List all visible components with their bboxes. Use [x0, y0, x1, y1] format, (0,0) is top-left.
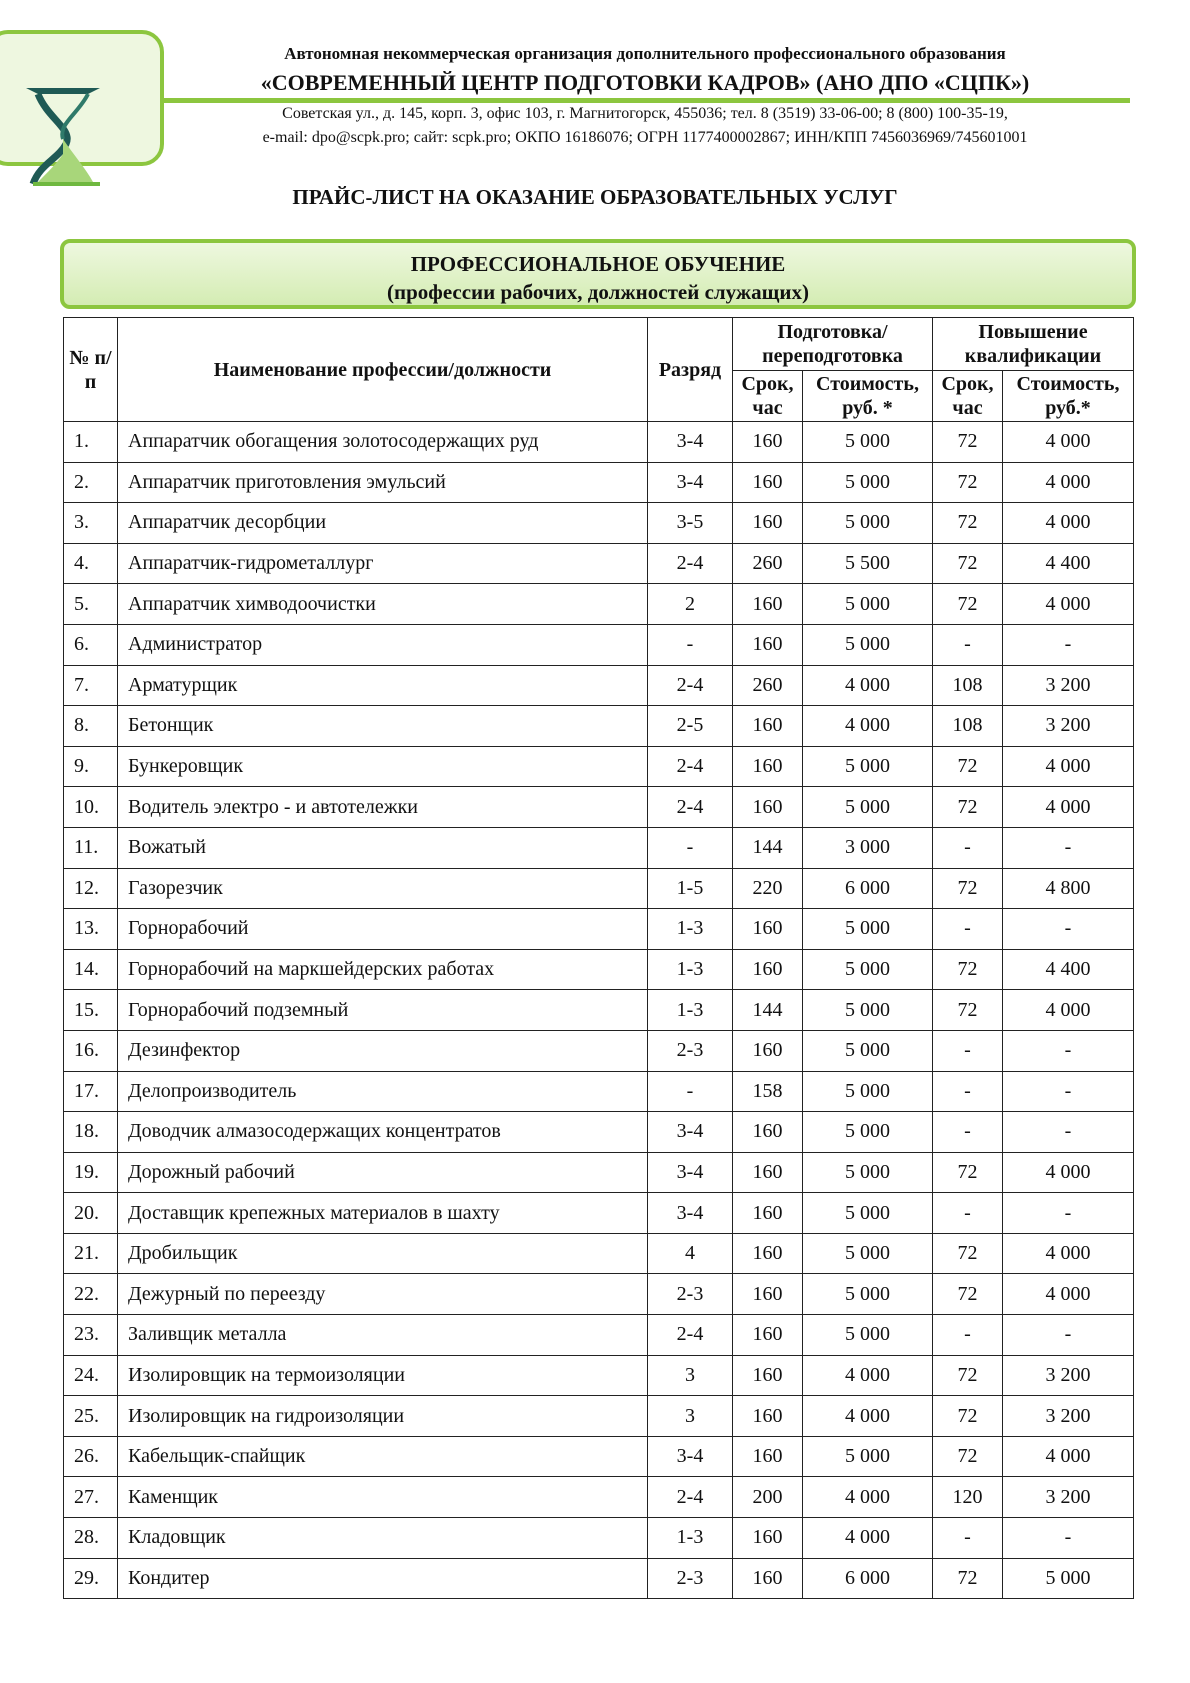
row-num: 16.	[64, 1030, 118, 1071]
row-num: 23.	[64, 1315, 118, 1356]
prep-cost: 5 000	[803, 990, 933, 1031]
profession-name: Дробильщик	[118, 1233, 648, 1274]
row-num: 18.	[64, 1112, 118, 1153]
table-row	[64, 665, 1134, 706]
profession-name: Изолировщик на гидроизоляции	[118, 1396, 648, 1437]
prep-cost: 6 000	[803, 1558, 933, 1599]
grade: 2-4	[648, 543, 733, 584]
prep-term: 160	[733, 909, 803, 950]
prep-term: 160	[733, 1030, 803, 1071]
prep-cost: 4 000	[803, 706, 933, 747]
qual-term: 72	[933, 868, 1003, 909]
grade: 3-4	[648, 422, 733, 463]
header-qual-term: Срок, час	[933, 371, 1003, 422]
prep-term: 160	[733, 1112, 803, 1153]
qual-cost: 4 000	[1003, 462, 1134, 503]
table-row	[64, 1355, 1134, 1396]
price-table	[63, 317, 1134, 1599]
table-row	[64, 1436, 1134, 1477]
qual-cost: 4 000	[1003, 1274, 1134, 1315]
qual-term: 72	[933, 1274, 1003, 1315]
qual-cost: 3 200	[1003, 665, 1134, 706]
qual-term: 108	[933, 706, 1003, 747]
qual-term: 72	[933, 1558, 1003, 1599]
qual-term: -	[933, 1030, 1003, 1071]
prep-cost: 4 000	[803, 1396, 933, 1437]
section-title: ПРОФЕССИОНАЛЬНОЕ ОБУЧЕНИЕ	[410, 252, 786, 276]
prep-cost: 5 000	[803, 1030, 933, 1071]
prep-cost: 5 000	[803, 1071, 933, 1112]
grade: 2	[648, 584, 733, 625]
table-row	[64, 624, 1134, 665]
qual-cost: -	[1003, 1071, 1134, 1112]
profession-name: Заливщик металла	[118, 1315, 648, 1356]
table-row	[64, 543, 1134, 584]
header-name: Наименование профессии/должности	[118, 318, 648, 422]
header-prep-group: Подготовка/ переподготовка	[733, 318, 933, 371]
row-num: 27.	[64, 1477, 118, 1518]
table-row	[64, 990, 1134, 1031]
grade: 2-5	[648, 706, 733, 747]
profession-name: Газорезчик	[118, 868, 648, 909]
qual-cost: -	[1003, 1112, 1134, 1153]
prep-term: 158	[733, 1071, 803, 1112]
prep-cost: 5 000	[803, 1152, 933, 1193]
table-row	[64, 746, 1134, 787]
grade: 2-3	[648, 1030, 733, 1071]
grade: 3-4	[648, 462, 733, 503]
prep-term: 144	[733, 827, 803, 868]
qual-term: 72	[933, 787, 1003, 828]
grade: -	[648, 827, 733, 868]
row-num: 5.	[64, 584, 118, 625]
prep-term: 160	[733, 949, 803, 990]
table-row	[64, 1396, 1134, 1437]
qual-term: 120	[933, 1477, 1003, 1518]
header-qual-cost: Стоимость, руб.*	[1003, 371, 1134, 422]
table-row	[64, 1030, 1134, 1071]
prep-term: 160	[733, 1193, 803, 1234]
prep-term: 160	[733, 1233, 803, 1274]
qual-cost: 4 000	[1003, 1233, 1134, 1274]
profession-name: Доставщик крепежных материалов в шахту	[118, 1193, 648, 1234]
grade: 2-4	[648, 746, 733, 787]
profession-name: Дежурный по переезду	[118, 1274, 648, 1315]
profession-name: Кладовщик	[118, 1518, 648, 1559]
qual-term: 72	[933, 1152, 1003, 1193]
grade: 4	[648, 1233, 733, 1274]
logo-box	[0, 30, 164, 166]
org-subtitle: Автономная некоммерческая организация дополнительного профессионального образования	[284, 44, 1006, 63]
prep-term: 160	[733, 746, 803, 787]
prep-term: 160	[733, 584, 803, 625]
qual-cost: 4 000	[1003, 584, 1134, 625]
qual-term: 72	[933, 503, 1003, 544]
qual-term: 72	[933, 1396, 1003, 1437]
qual-cost: 4 800	[1003, 868, 1134, 909]
prep-cost: 5 000	[803, 1233, 933, 1274]
profession-name: Бетонщик	[118, 706, 648, 747]
prep-cost: 6 000	[803, 868, 933, 909]
prep-term: 160	[733, 624, 803, 665]
prep-cost: 5 000	[803, 746, 933, 787]
row-num: 20.	[64, 1193, 118, 1234]
qual-term: 72	[933, 1233, 1003, 1274]
grade: 2-4	[648, 1477, 733, 1518]
prep-cost: 5 000	[803, 503, 933, 544]
qual-cost: 5 000	[1003, 1558, 1134, 1599]
qual-cost: 4 400	[1003, 543, 1134, 584]
org-name: «СОВРЕМЕННЫЙ ЦЕНТР ПОДГОТОВКИ КАДРОВ» (АНО ДПО «СЦПК»)	[260, 70, 1030, 95]
table-row	[64, 1518, 1134, 1559]
grade: 3-4	[648, 1152, 733, 1193]
row-num: 13.	[64, 909, 118, 950]
grade: 2-3	[648, 1558, 733, 1599]
grade: -	[648, 1071, 733, 1112]
qual-cost: -	[1003, 624, 1134, 665]
row-num: 2.	[64, 462, 118, 503]
prep-cost: 5 000	[803, 1436, 933, 1477]
prep-term: 220	[733, 868, 803, 909]
header-num: № п/п	[64, 318, 118, 422]
row-num: 26.	[64, 1436, 118, 1477]
row-num: 29.	[64, 1558, 118, 1599]
table-row	[64, 909, 1134, 950]
grade: 1-5	[648, 868, 733, 909]
row-num: 4.	[64, 543, 118, 584]
table-row	[64, 462, 1134, 503]
row-num: 14.	[64, 949, 118, 990]
header-rule	[160, 98, 1130, 103]
grade: 3-4	[648, 1436, 733, 1477]
qual-term: 72	[933, 543, 1003, 584]
qual-cost: -	[1003, 1030, 1134, 1071]
table-row	[64, 787, 1134, 828]
profession-name: Бункеровщик	[118, 746, 648, 787]
grade: 3	[648, 1355, 733, 1396]
row-num: 10.	[64, 787, 118, 828]
profession-name: Каменщик	[118, 1477, 648, 1518]
table-row	[64, 1071, 1134, 1112]
table-row	[64, 868, 1134, 909]
row-num: 21.	[64, 1233, 118, 1274]
qual-cost: 3 200	[1003, 706, 1134, 747]
prep-cost: 5 000	[803, 462, 933, 503]
qual-cost: -	[1003, 1518, 1134, 1559]
prep-cost: 5 000	[803, 624, 933, 665]
qual-term: -	[933, 1112, 1003, 1153]
qual-term: -	[933, 827, 1003, 868]
qual-cost: 3 200	[1003, 1477, 1134, 1518]
grade: 3-5	[648, 503, 733, 544]
grade: 1-3	[648, 909, 733, 950]
prep-cost: 4 000	[803, 1518, 933, 1559]
prep-term: 160	[733, 787, 803, 828]
profession-name: Аппаратчик-гидрометаллург	[118, 543, 648, 584]
prep-cost: 5 000	[803, 1112, 933, 1153]
profession-name: Вожатый	[118, 827, 648, 868]
prep-term: 160	[733, 1396, 803, 1437]
qual-cost: 4 000	[1003, 1152, 1134, 1193]
profession-name: Аппаратчик десорбции	[118, 503, 648, 544]
profession-name: Изолировщик на термоизоляции	[118, 1355, 648, 1396]
table-row	[64, 1274, 1134, 1315]
profession-name: Кондитер	[118, 1558, 648, 1599]
qual-cost: 4 000	[1003, 787, 1134, 828]
header-grade: Разряд	[648, 318, 733, 422]
prep-cost: 4 000	[803, 1477, 933, 1518]
hourglass-logo-icon	[18, 84, 108, 189]
table-row	[64, 1152, 1134, 1193]
prep-term: 160	[733, 1518, 803, 1559]
qual-cost: 4 000	[1003, 422, 1134, 463]
table-row	[64, 827, 1134, 868]
org-address: Советская ул., д. 145, корп. 3, офис 103, г. Магнитогорск, 455036; тел. 8 (3519) 33-06-00; 8 (800) 100-35-19,	[282, 105, 1008, 122]
grade: 3	[648, 1396, 733, 1437]
table-row	[64, 1112, 1134, 1153]
profession-name: Горнорабочий на маркшейдерских работах	[118, 949, 648, 990]
profession-name: Администратор	[118, 624, 648, 665]
profession-name: Водитель электро - и автотележки	[118, 787, 648, 828]
qual-term: 72	[933, 949, 1003, 990]
table-row	[64, 1193, 1134, 1234]
table-row	[64, 949, 1134, 990]
table-row	[64, 1233, 1134, 1274]
row-num: 11.	[64, 827, 118, 868]
qual-term: 72	[933, 1436, 1003, 1477]
row-num: 7.	[64, 665, 118, 706]
prep-cost: 5 000	[803, 584, 933, 625]
qual-cost: -	[1003, 909, 1134, 950]
grade: 1-3	[648, 949, 733, 990]
qual-term: 108	[933, 665, 1003, 706]
profession-name: Арматурщик	[118, 665, 648, 706]
table-body	[64, 422, 1134, 1599]
prep-cost: 5 500	[803, 543, 933, 584]
table-row	[64, 503, 1134, 544]
profession-name: Аппаратчик химводоочистки	[118, 584, 648, 625]
prep-term: 160	[733, 1274, 803, 1315]
prep-term: 160	[733, 1355, 803, 1396]
qual-term: -	[933, 1518, 1003, 1559]
qual-term: -	[933, 1071, 1003, 1112]
row-num: 19.	[64, 1152, 118, 1193]
section-subtitle: (профессии рабочих, должностей служащих)	[387, 280, 809, 304]
prep-term: 260	[733, 665, 803, 706]
table-row	[64, 1477, 1134, 1518]
table-row	[64, 1315, 1134, 1356]
prep-cost: 5 000	[803, 787, 933, 828]
grade: -	[648, 624, 733, 665]
profession-name: Дорожный рабочий	[118, 1152, 648, 1193]
qual-cost: -	[1003, 1315, 1134, 1356]
grade: 2-4	[648, 787, 733, 828]
qual-cost: 4 000	[1003, 1436, 1134, 1477]
qual-cost: 3 200	[1003, 1355, 1134, 1396]
profession-name: Горнорабочий подземный	[118, 990, 648, 1031]
row-num: 9.	[64, 746, 118, 787]
qual-term: -	[933, 624, 1003, 665]
table-row	[64, 422, 1134, 463]
header-prep-cost: Стоимость, руб. *	[803, 371, 933, 422]
prep-term: 160	[733, 462, 803, 503]
row-num: 17.	[64, 1071, 118, 1112]
prep-cost: 3 000	[803, 827, 933, 868]
row-num: 8.	[64, 706, 118, 747]
row-num: 25.	[64, 1396, 118, 1437]
qual-cost: 4 400	[1003, 949, 1134, 990]
table-row	[64, 706, 1134, 747]
prep-cost: 4 000	[803, 1355, 933, 1396]
prep-term: 144	[733, 990, 803, 1031]
profession-name: Аппаратчик обогащения золотосодержащих руд	[118, 422, 648, 463]
grade: 1-3	[648, 1518, 733, 1559]
org-contacts: e-mail: dpo@scpk.pro; сайт: scpk.pro; ОКПО 16186076; ОГРН 1177400002867; ИНН/КПП 7456036969/745601001	[262, 129, 1028, 146]
header-prep-term: Срок, час	[733, 371, 803, 422]
qual-cost: 4 000	[1003, 746, 1134, 787]
section-header	[60, 239, 1136, 309]
qual-term: 72	[933, 584, 1003, 625]
row-num: 12.	[64, 868, 118, 909]
prep-cost: 5 000	[803, 1315, 933, 1356]
row-num: 22.	[64, 1274, 118, 1315]
page-title: ПРАЙС-ЛИСТ НА ОКАЗАНИЕ ОБРАЗОВАТЕЛЬНЫХ УСЛУГ	[292, 185, 898, 209]
prep-cost: 5 000	[803, 949, 933, 990]
qual-term: 72	[933, 990, 1003, 1031]
prep-term: 160	[733, 1315, 803, 1356]
prep-cost: 5 000	[803, 1193, 933, 1234]
profession-name: Аппаратчик приготовления эмульсий	[118, 462, 648, 503]
qual-term: 72	[933, 422, 1003, 463]
prep-cost: 5 000	[803, 422, 933, 463]
qual-term: -	[933, 909, 1003, 950]
row-num: 6.	[64, 624, 118, 665]
prep-term: 160	[733, 422, 803, 463]
qual-cost: -	[1003, 1193, 1134, 1234]
row-num: 15.	[64, 990, 118, 1031]
grade: 1-3	[648, 990, 733, 1031]
row-num: 24.	[64, 1355, 118, 1396]
qual-term: 72	[933, 746, 1003, 787]
prep-term: 200	[733, 1477, 803, 1518]
prep-term: 160	[733, 1558, 803, 1599]
table-row	[64, 1558, 1134, 1599]
qual-term: -	[933, 1315, 1003, 1356]
grade: 3-4	[648, 1112, 733, 1153]
qual-cost: -	[1003, 827, 1134, 868]
row-num: 28.	[64, 1518, 118, 1559]
profession-name: Горнорабочий	[118, 909, 648, 950]
prep-term: 160	[733, 1152, 803, 1193]
header-qual-group: Повышение квалификации	[933, 318, 1134, 371]
grade: 2-4	[648, 665, 733, 706]
profession-name: Кабельщик-спайщик	[118, 1436, 648, 1477]
row-num: 3.	[64, 503, 118, 544]
qual-cost: 4 000	[1003, 990, 1134, 1031]
profession-name: Доводчик алмазосодержащих концентратов	[118, 1112, 648, 1153]
qual-cost: 4 000	[1003, 503, 1134, 544]
grade: 2-4	[648, 1315, 733, 1356]
prep-term: 260	[733, 543, 803, 584]
prep-term: 160	[733, 503, 803, 544]
grade: 2-3	[648, 1274, 733, 1315]
qual-term: 72	[933, 1355, 1003, 1396]
qual-cost: 3 200	[1003, 1396, 1134, 1437]
table-row	[64, 584, 1134, 625]
prep-term: 160	[733, 1436, 803, 1477]
qual-term: -	[933, 1193, 1003, 1234]
profession-name: Дезинфектор	[118, 1030, 648, 1071]
prep-cost: 5 000	[803, 1274, 933, 1315]
profession-name: Делопроизводитель	[118, 1071, 648, 1112]
prep-term: 160	[733, 706, 803, 747]
prep-cost: 5 000	[803, 909, 933, 950]
prep-cost: 4 000	[803, 665, 933, 706]
grade: 3-4	[648, 1193, 733, 1234]
qual-term: 72	[933, 462, 1003, 503]
row-num: 1.	[64, 422, 118, 463]
